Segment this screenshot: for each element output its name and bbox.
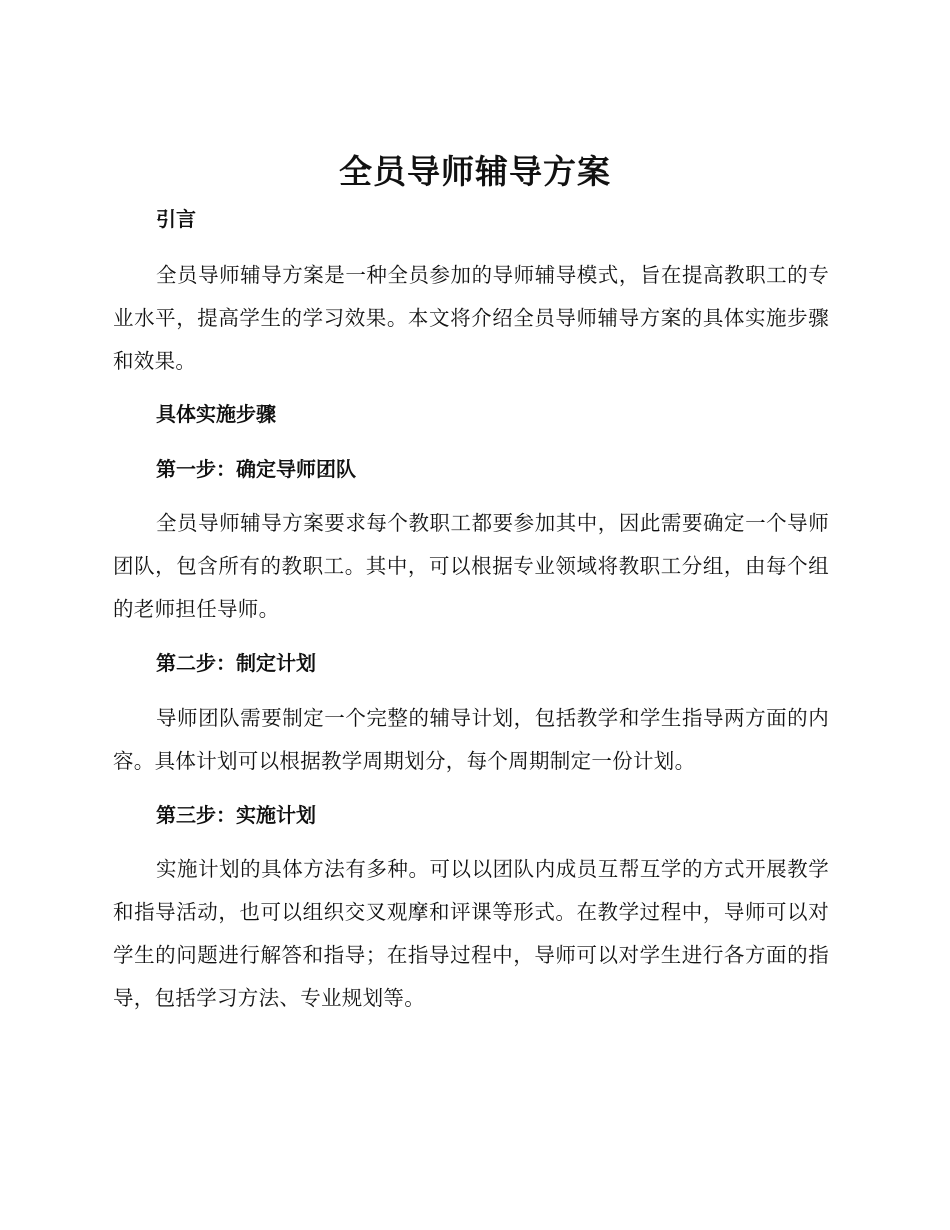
document-title: 全员导师辅导方案 (339, 152, 611, 191)
section-heading-implementation-steps: 具体实施步骤 (156, 402, 276, 426)
paragraph-introduction: 全员导师辅导方案是一种全员参加的导师辅导模式，旨在提高教职工的专业水平，提高学生的学习效果。本文将介绍全员导师辅导方案的具体实施步骤和效果。 (113, 263, 829, 373)
section-heading-step-three: 第三步：实施计划 (156, 803, 316, 827)
section-heading-step-two: 第二步：制定计划 (156, 651, 316, 675)
section-heading-step-one: 第一步：确定导师团队 (156, 457, 356, 481)
section-heading-introduction: 引言 (156, 207, 196, 231)
paragraph-step-three: 实施计划的具体方法有多种。可以以团队内成员互帮互学的方式开展教学和指导活动，也可以组织交叉观摩和评课等形式。在教学过程中，导师可以对学生的问题进行解答和指导；在指导过程中，导师可以对学生进行各方面的指导，包括学习方法、专业规划等。 (113, 857, 829, 1010)
paragraph-step-two: 导师团队需要制定一个完整的辅导计划，包括教学和学生指导两方面的内容。具体计划可以根据教学周期划分，每个周期制定一份计划。 (113, 706, 829, 773)
paragraph-step-one: 全员导师辅导方案要求每个教职工都要参加其中，因此需要确定一个导师团队，包含所有的教职工。其中，可以根据专业领域将教职工分组，由每个组的老师担任导师。 (113, 511, 829, 621)
